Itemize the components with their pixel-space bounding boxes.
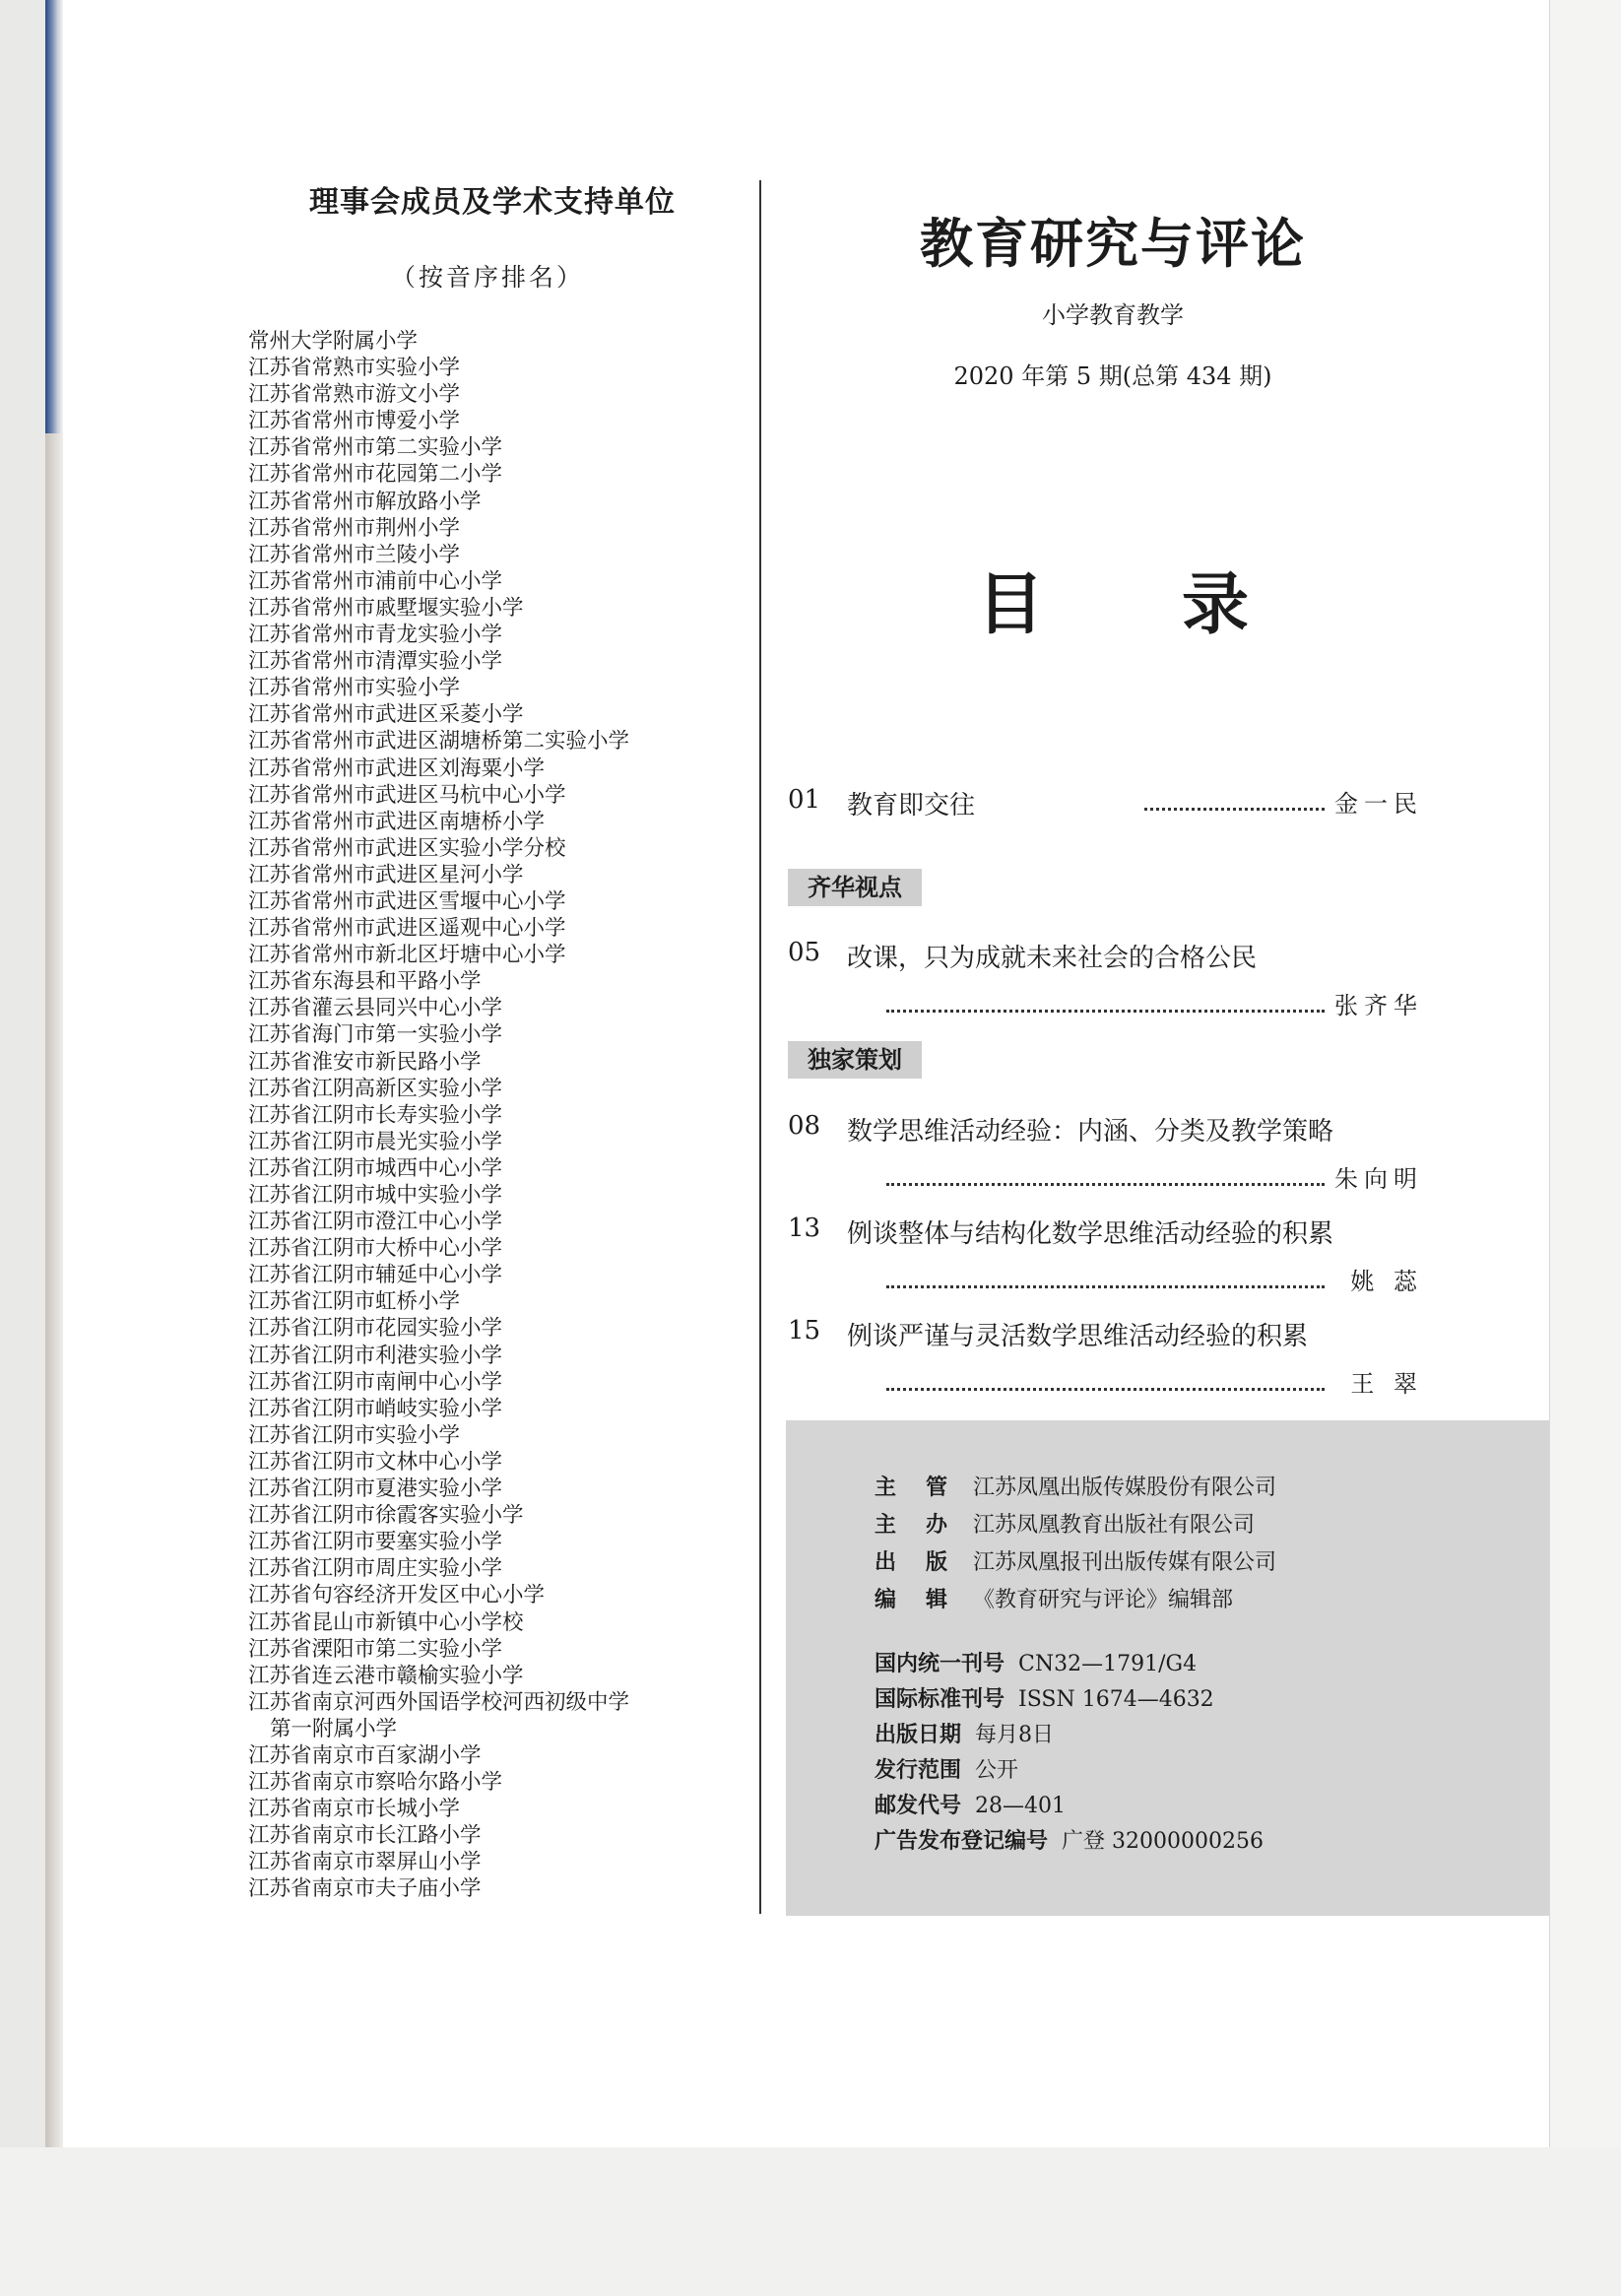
member-item: 江苏省江阴市利港实验小学 [248,1343,503,1368]
member-item: 江苏省南京市察哈尔路小学 [248,1770,503,1796]
registration-value: CN32—1791/G4 [1018,1652,1198,1676]
member-item: 江苏省溧阳市第二实验小学 [248,1636,503,1662]
member-item: 江苏省常州市清潭实验小学 [248,649,503,675]
section-tag: 齐华视点 [788,869,922,906]
member-item: 江苏省江阴高新区实验小学 [248,1076,503,1101]
leader-dots [886,1388,1325,1391]
publisher-table [875,1470,1276,1619]
toc-entry-title: 例谈严谨与灵活数学思维活动经验的积累 [847,1322,1309,1351]
member-item: 江苏省南京市长城小学 [248,1797,461,1822]
member-item: 江苏省常州市武进区实验小学分校 [248,835,566,861]
member-item: 江苏省江阴市晨光实验小学 [248,1129,503,1154]
registration-row [875,1753,1264,1789]
leader-dots [886,1183,1325,1186]
member-item: 江苏省昆山市新镇中心小学校 [248,1609,524,1635]
section-tag: 独家策划 [788,1041,922,1079]
member-item: 江苏省常熟市游文小学 [248,382,461,408]
publisher-key: 主办 [875,1513,978,1538]
member-item: 江苏省南京市百家湖小学 [248,1742,482,1768]
publisher-row [875,1544,1276,1582]
toc-entry-leader [886,789,1423,819]
publisher-row [875,1582,1276,1619]
member-item: 江苏省江阴市辅延中心小学 [248,1263,503,1288]
member-item: 江苏省句容经济开发区中心小学 [248,1583,546,1608]
publication-info-box [786,1420,1549,1916]
member-item: 江苏省常州市武进区雪堰中心小学 [248,888,566,914]
member-item: 江苏省江阴市大桥中心小学 [248,1236,503,1262]
member-item: 江苏省江阴市夏港实验小学 [248,1476,503,1502]
member-item: 江苏省常州市荆州小学 [248,515,461,541]
member-item: 江苏省江阴市周庄实验小学 [248,1556,503,1582]
toc-entry-author: 朱向明 [1334,1165,1423,1193]
toc-entry[interactable] [788,1214,1423,1302]
member-item: 江苏省常州市花园第二小学 [248,462,503,488]
publisher-value: 江苏凤凰教育出版社有限公司 [973,1513,1256,1538]
registration-value: 广登 32000000256 [1062,1829,1264,1854]
toc-entry-title: 改课，只为成就未来社会的合格公民 [847,944,1258,973]
member-item: 江苏省灌云县同兴中心小学 [248,996,503,1021]
toc-entry[interactable] [788,1111,1423,1200]
issue-number: 2020 年第 5 期(总第 434 期) [953,362,1272,390]
toc-entry[interactable] [788,938,1423,1026]
registration-key: 出版日期 [875,1723,962,1747]
publisher-value: 江苏凤凰出版传媒股份有限公司 [973,1476,1277,1500]
registration-key: 国内统一刊号 [875,1652,1005,1676]
member-item: 江苏省江阴市实验小学 [248,1422,461,1448]
member-item: 江苏省江阴市文林中心小学 [248,1449,503,1475]
member-item: 常州大学附属小学 [248,329,419,354]
toc-entry-author: 姚 蕊 [1350,1268,1423,1295]
registration-row [875,1824,1264,1860]
toc-heading-char-1: 目 [976,566,1044,644]
registration-row [875,1789,1264,1824]
member-item: 江苏省常州市武进区采菱小学 [248,702,524,728]
member-item: 第一附属小学 [270,1716,398,1741]
member-item: 江苏省常州市武进区刘海粟小学 [248,755,546,781]
leader-dots [886,1010,1325,1013]
member-item: 江苏省常州市第二实验小学 [248,435,503,461]
toc-entry-leader [886,1369,1423,1399]
toc-entry-leader [886,1267,1423,1296]
member-item: 江苏省常州市浦前中心小学 [248,568,503,594]
toc-entry[interactable] [788,1316,1423,1405]
member-item: 江苏省江阴市徐霞客实验小学 [248,1503,524,1529]
registration-value: 每月8日 [975,1723,1055,1747]
leader-dots [1144,808,1325,811]
member-item: 江苏省常熟市实验小学 [248,356,461,381]
toc-entry-page: 01 [788,785,821,815]
publisher-key: 编辑 [875,1588,978,1612]
member-item: 江苏省常州市戚墅堰实验小学 [248,595,524,621]
member-item: 江苏省东海县和平路小学 [248,969,482,995]
member-item: 江苏省江阴市城西中心小学 [248,1155,503,1181]
scan-edge-right [1549,0,1621,2296]
toc-entry-leader [886,1164,1423,1194]
registration-row [875,1682,1264,1718]
registration-table [875,1647,1264,1860]
scan-edge-left-lower [45,433,63,2147]
column-divider [759,180,761,1914]
registration-row [875,1718,1264,1753]
member-item: 江苏省南京市长江路小学 [248,1823,482,1849]
registration-row [875,1647,1264,1682]
registration-key: 发行范围 [875,1758,962,1783]
member-item: 江苏省海门市第一实验小学 [248,1022,503,1048]
member-item: 江苏省南京河西外国语学校河西初级中学 [248,1689,630,1715]
journal-title: 教育研究与评论 [920,212,1306,275]
toc-entry-leader [886,991,1423,1020]
member-item: 江苏省常州市武进区南塘桥小学 [248,809,546,834]
toc-entry-author: 王 翠 [1350,1370,1423,1398]
member-item: 江苏省淮安市新民路小学 [248,1049,482,1075]
member-item: 江苏省江阴市澄江中心小学 [248,1210,503,1235]
publisher-key: 主管 [875,1476,978,1500]
publisher-row [875,1507,1276,1544]
member-item: 江苏省常州市实验小学 [248,676,461,701]
member-item: 江苏省江阴市峭岐实验小学 [248,1396,503,1421]
members-subheading: （按音序排名） [390,263,584,292]
publisher-value: 江苏凤凰报刊出版传媒有限公司 [973,1550,1277,1575]
journal-subtitle: 小学教育教学 [1042,301,1184,329]
member-item: 江苏省南京市夫子庙小学 [248,1876,482,1902]
members-list [248,328,750,1903]
publisher-key: 出版 [875,1550,978,1575]
registration-key: 广告发布登记编号 [875,1829,1049,1854]
toc-heading [867,552,1359,647]
member-item: 江苏省常州市武进区星河小学 [248,862,524,887]
publisher-row [875,1470,1276,1507]
member-item: 江苏省江阴市花园实验小学 [248,1316,503,1342]
member-item: 江苏省江阴市长寿实验小学 [248,1102,503,1128]
registration-key: 国际标准刊号 [875,1687,1005,1712]
toc-entry-author: 金一民 [1334,790,1423,818]
member-item: 江苏省常州市武进区遥观中心小学 [248,916,566,942]
member-item: 江苏省常州市青龙实验小学 [248,623,503,648]
member-item: 江苏省常州市解放路小学 [248,489,482,514]
member-item: 江苏省连云港市赣榆实验小学 [248,1663,524,1688]
member-item: 江苏省江阴市虹桥小学 [248,1289,461,1315]
registration-value: ISSN 1674—4632 [1018,1687,1214,1712]
toc-entry-page: 13 [788,1214,821,1243]
registration-value: 28—401 [975,1794,1067,1818]
member-item: 江苏省常州市新北区圩塘中心小学 [248,943,566,968]
toc-entry-title: 例谈整体与结构化数学思维活动经验的积累 [847,1219,1334,1249]
member-item: 江苏省江阴市城中实验小学 [248,1183,503,1208]
toc-entry-title: 教育即交往 [847,791,976,820]
registration-key: 邮发代号 [875,1794,962,1818]
toc-entry[interactable] [788,785,1423,820]
member-item: 江苏省江阴市南闸中心小学 [248,1369,503,1395]
publisher-value: 《教育研究与评论》编辑部 [973,1588,1234,1612]
toc-entry-page: 05 [788,938,821,967]
toc-entry-title: 数学思维活动经验：内涵、分类及教学策略 [847,1117,1334,1147]
members-heading: 理事会成员及学术支持单位 [309,185,676,220]
member-item: 江苏省常州市武进区湖塘桥第二实验小学 [248,729,630,754]
scan-edge-bottom [0,2147,1621,2296]
member-item: 江苏省常州市武进区马杭中心小学 [248,782,566,808]
member-item: 江苏省南京市翠屏山小学 [248,1850,482,1875]
toc-entry-page: 08 [788,1111,821,1141]
member-item: 江苏省常州市兰陵小学 [248,542,461,567]
toc-entry-author: 张齐华 [1334,992,1423,1019]
toc-entry-page: 15 [788,1316,821,1345]
toc-heading-char-2: 录 [1182,566,1250,644]
registration-value: 公开 [975,1758,1019,1783]
member-item: 江苏省常州市博爱小学 [248,409,461,434]
member-item: 江苏省江阴市要塞实验小学 [248,1530,503,1555]
leader-dots [886,1285,1325,1288]
